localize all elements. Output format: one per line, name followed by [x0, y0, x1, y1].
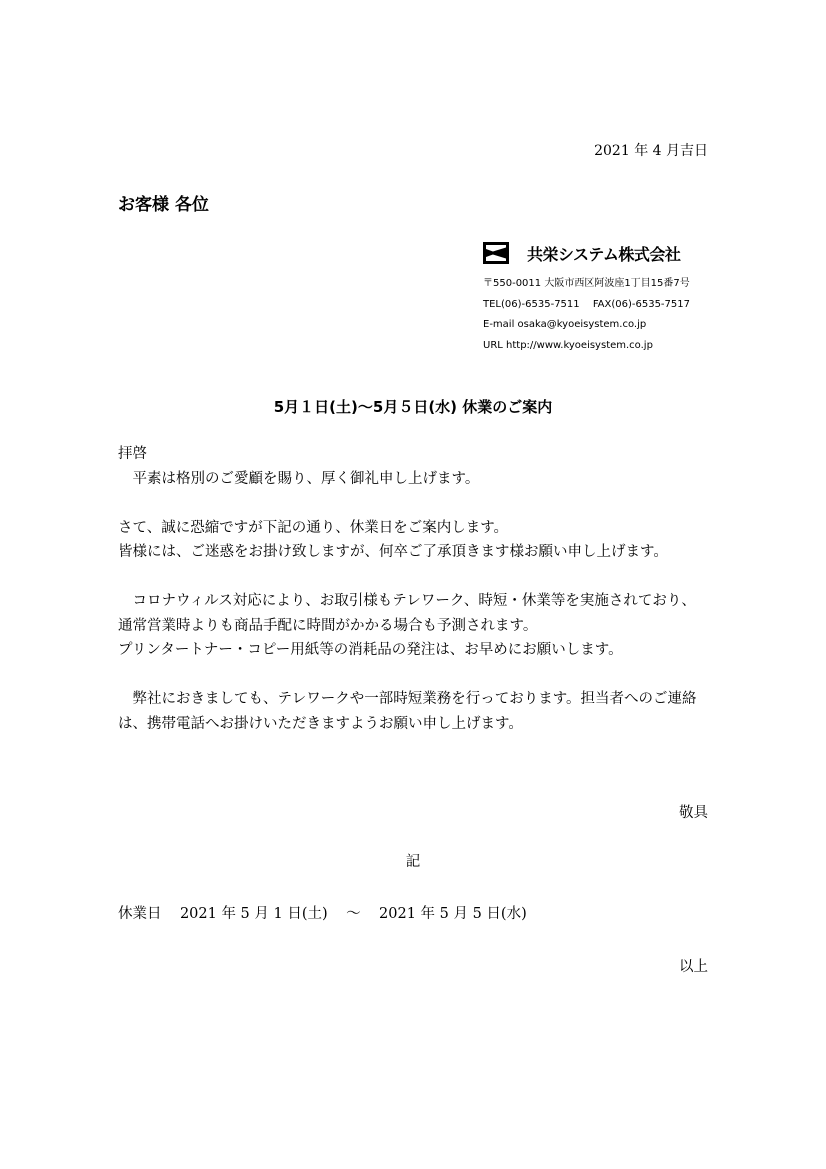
- document-date: 2021 年 4 月吉日: [594, 143, 708, 159]
- letter-body: [118, 442, 710, 736]
- holiday-end: 2021 年 5 月 5 日(水): [379, 906, 527, 922]
- holiday-line: [118, 902, 527, 923]
- paragraph-1-line-2: 皆様には、ご迷惑をお掛け致しますが、何卒ご了承頂きます様お願い申し上げます。: [118, 544, 668, 560]
- kyoei-logo-icon: [483, 242, 509, 264]
- paragraph-2-line-3: プリンタートナー・コピー用紙等の消耗品の発注は、お早めにお願いします。: [118, 642, 623, 658]
- ki-heading: 記: [405, 854, 421, 870]
- company-phone-fax: TEL(06)-6535-7511 FAX(06)-6535-7517: [483, 298, 690, 310]
- closing: 敬具: [679, 805, 708, 821]
- paragraph-1-line-1: さて、誠に恐縮ですが下記の通り、休業日をご案内します。: [118, 519, 509, 536]
- holiday-start: 2021 年 5 月 1 日(土): [179, 906, 328, 922]
- company-name: 共栄システム株式会社: [527, 244, 681, 264]
- holiday-separator: ～: [346, 906, 361, 922]
- paragraph-2: コロナウィルス対応により、お取引様もテレワーク、時短・休業等を実施されており、通常営業時よりも商品手配に時間がかかる場合も予測されます。: [118, 593, 696, 634]
- sender-block: [483, 240, 690, 356]
- company-url: URL http://www.kyoeisystem.co.jp: [483, 339, 653, 351]
- salutation: 拝啓: [118, 446, 147, 462]
- company-email: E-mail osaka@kyoeisystem.co.jp: [483, 319, 647, 330]
- subject-heading: 5月１日(土)～5月５日(水) 休業のご案内: [273, 398, 553, 416]
- end-mark: 以上: [679, 959, 708, 975]
- holiday-label: 休業日: [118, 906, 162, 922]
- recipient: お客様 各位: [118, 195, 209, 215]
- greeting: 平素は格別のご愛顧を賜り、厚く御礼申し上げます。: [132, 470, 480, 487]
- paragraph-3: 弊社におきましても、テレワークや一部時短業務を行っております。担当者へのご連絡は、携帯電話へお掛けいただきますようお願い申し上げます。: [118, 691, 697, 732]
- company-address: 〒550-0011 大阪市西区阿波座1丁目15番7号: [483, 278, 690, 289]
